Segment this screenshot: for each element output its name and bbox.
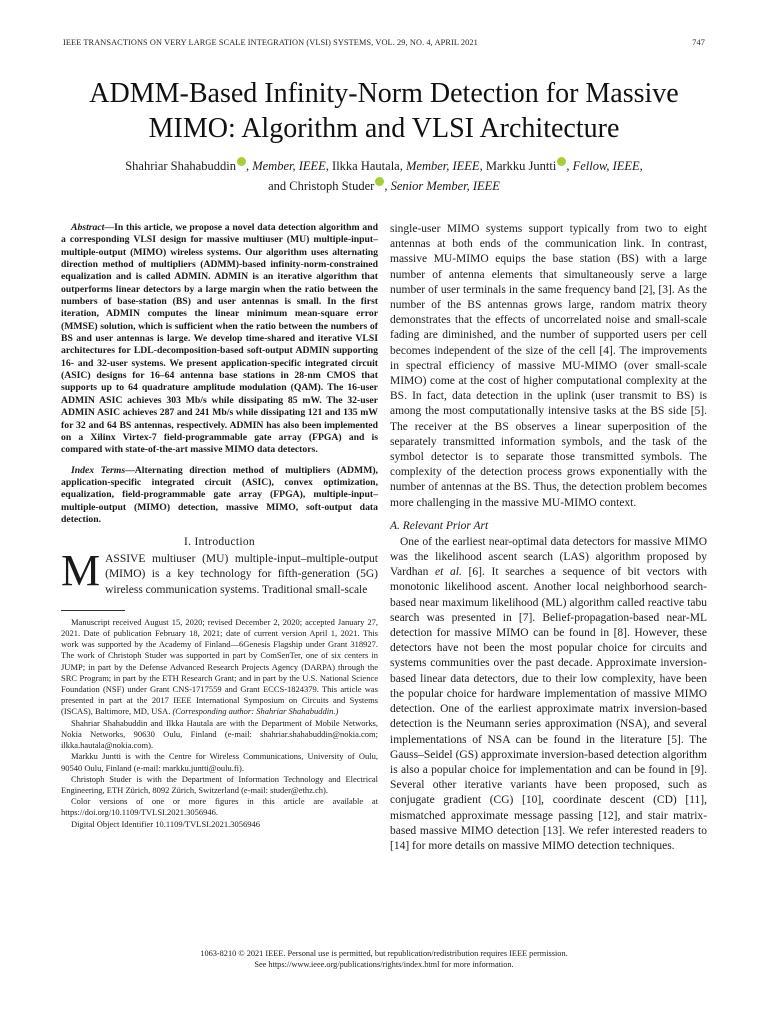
running-header: [63, 38, 705, 47]
author-role: Fellow, IEEE: [572, 159, 640, 173]
index-terms-label: Index Terms: [71, 464, 126, 476]
author-role: Member, IEEE: [405, 159, 480, 173]
abstract-text: —In this article, we propose a novel data detection algorithm and a corresponding VLSI design for massive multiuser (MU) multiple-input–multiple-output (MIMO) wireless systems. Our algorithm uses alternating direction method of multipliers (ADMM)-based infinity-norm-constrained equalization and is called ADMIN. ADMIN is an iterative algorithm that outperforms linear detectors by a large margin when the ratio between the numbers of base-station (BS) and user antennas is small. In the first iteration, ADMIN computes the linear minimum mean-square error (MMSE) solution, which is sufficient when the ratio between the numbers of BS and user antennas is large. We develop time-shared and iterative VLSI architectures for LDL-decomposition-based soft-output ADMIN supporting 16- and 32-user systems. We present application-specific integrated circuit (ASIC) designs for 16–64 antenna base stations in 28-nm CMOS that supports up to 64 quadrature amplitude modulation (QAM). The 16-user ADMIN ASIC achieves 303 Mb/s while dissipating 85 mW. The 32-user ADMIN ASIC achieves 287 and 241 Mb/s while dissipating 121 and 135 mW for 32 and 64 BS antennas, respectively. ADMIN has also been implemented on a Xilinx Virtex-7 field-programmable gate array (FPGA) and is compared with state-of-the-art massive MIMO data detectors.: [61, 222, 378, 456]
author-name: Ilkka Hautala: [332, 159, 400, 173]
abstract: [61, 222, 378, 457]
author-prefix: and: [268, 178, 290, 193]
author-list: Shahriar Shahabuddin , Member, IEEE, Ilkka Hautala, Member, IEEE, Markku Juntti , Fellow, IEEE, and Christoph Studer , Senior Member, IEEE: [125, 159, 643, 193]
footnote-affiliation: Christoph Studer is with the Department of Information Technology and Electrical Engineering, ETH Zürich, 8092 Zürich, Switzerland (e-mail: studer@ethz.ch).: [61, 773, 378, 795]
corresponding-author: (Corresponding author: Shahriar Shahabuddin.): [172, 706, 339, 717]
abstract-label: Abstract: [71, 222, 105, 233]
author-role: Senior Member, IEEE: [390, 178, 500, 193]
footnote-doi: Digital Object Identifier 10.1109/TVLSI.2021.3056946: [71, 818, 261, 829]
paper-title: [40, 76, 728, 146]
orcid-icon[interactable]: [557, 157, 566, 166]
section-heading-introduction: I. Introduction: [184, 536, 255, 549]
author-role: Member, IEEE: [252, 159, 326, 173]
title-line-2: MIMO: Algorithm and VLSI Architecture: [148, 113, 620, 144]
drop-cap: M: [61, 546, 101, 596]
author-name: Christoph Studer: [289, 178, 375, 193]
orcid-icon[interactable]: [375, 177, 384, 186]
author-name: Shahriar Shahabuddin: [125, 159, 236, 173]
footnote-manuscript: Manuscript received August 15, 2020; revised December 2, 2020; accepted January 27, 2021. Date of publication February 18, 2021; date of current version April 1, 2021. This work was supported by the Academy of Finland—6Genesis Flagship under Grant 318927. The work of Christoph Studer was supported in part by ComSenTer, one of six centers in JUMP; in part by the Defense Advanced Research Projects Agency (DARPA) through the SRC Program; in part by the ETH Research Grant; and in part by the U.S. National Science Foundation (NSF) under Grant CNS-1717559 and Grant ECCS-1824379. This article was presented in part at the 2017 IEEE International Symposium on Circuits and Systems (ISCAS), Baltimore, MD, USA. (Corresponding author: Shahriar Shahabuddin.): [61, 616, 378, 717]
index-terms-text: —Alternating direction method of multipliers (ADMM), application-specific integrated circuit (ASIC), convex optimization, equalization, field-programmable gate array (FPGA), multiple-input–multiple-output (MIMO) detection, massive MIMO, soft-output data detection.: [61, 464, 378, 525]
left-column: [61, 222, 378, 830]
page-number: 747: [692, 38, 705, 47]
intro-text: ASSIVE multiuser (MU) multiple-input–multiple-output (MIMO) is a key technology for fifth-generation (5G) wireless communication systems. Traditional small-scale: [105, 553, 378, 596]
body-paragraph: single-user MIMO systems support typically from two to eight antennas at both ends of the communication link. In contrast, massive MU-MIMO equips the base station (BS) with a large number of antenna elements that simultaneously serve a large number of user terminals in the same frequency band [2], [3]. As the number of the BS antennas grows large, random matrix theory demonstrates that the effects of uncorrelated noise and small-scale fading are diminished, and the number of supported users per cell becomes independent of the size of the cell [4]. The improvements in spectral efficiency of massive MU-MIMO (over small-scale MIMO) come at the cost of higher computational complexity at the BS. In fact, data detection in the uplink (user transmit to BS) is among the most computationally intensive tasks at the BS side [5]. The receiver at the BS observes a linear superposition of the separately transmitted information symbols, and the task of the symbol detector is to separate those transmitted symbols. The complexity of the detection process grows exponentially with the number of antennas at the BS. Thus, the detection problem becomes more challenging in the massive MU-MIMO context.: [390, 223, 707, 509]
footnotes: [61, 617, 378, 830]
subsection-heading: A. Relevant Prior Art: [390, 519, 489, 532]
rights-link[interactable]: See https://www.ieee.org/publications/rights/index.html for more information.: [254, 960, 514, 969]
author-name: Markku Juntti: [485, 159, 557, 173]
footnote-divider: [61, 610, 125, 611]
journal-name: IEEE TRANSACTIONS ON VERY LARGE SCALE INTEGRATION (VLSI) SYSTEMS, VOL. 29, NO. 4, APRIL 2021: [63, 38, 478, 47]
footnote-affiliation: Markku Juntti is with the Centre for Wireless Communications, University of Oulu, 90540 Oulu, Finland (e-mail: markku.juntti@oulu.fi).: [61, 751, 378, 773]
title-line-1: ADMM-Based Infinity-Norm Detection for Massive: [89, 78, 679, 109]
footnote-affiliation: Shahriar Shahabuddin and Ilkka Hautala are with the Department of Mobile Networks, Nokia Networks, 90630 Oulu, Finland (e-mail: shahriar.shahabuddin@nokia.com; ilkka.hautala@nokia.com).: [61, 717, 378, 751]
copyright-line: 1063-8210 © 2021 IEEE. Personal use is permitted, but republication/redistribution requires IEEE permission.: [200, 949, 568, 958]
intro-paragraph: [61, 546, 378, 598]
index-terms: [61, 465, 378, 527]
body-paragraph: One of the earliest near-optimal data detectors for massive MIMO was the likelihood ascent search (LAS) algorithm proposed by Vardhan et al. [6]. It searches a sequence of bit vectors with monotonic likelihood ascent. Another local neighborhood search-based near maximum likelihood (ML) algorithm called reactive tabu search was presented in [7]. Belief-propagation-based near-ML detection for massive MIMO can be found in [8]. However, these detectors have not been the most popular choice for circuits and systems communities over the past decade. Approximate inversion-based linear data detectors, due to their low complexity, have been the popular choice for hardware implementation of massive MIMO detection. One of the earliest approximate matrix inversion-based detection is the Neumann series approximation (NSA), and several implementations of NSA can be found in the literature [5]. The Gauss–Seidel (GS) approximate inversion-based detection algorithm is also a popular choice for implementation and can be found in [9]. Several other iterative variants have been proposed, such as conjugate gradient (CG) [10], coordinate descent (CD) [11], mismatched approximate message passing [12], and stair matrix-based massive MIMO detection [13]. We refer interested readers to [14] for more details on massive MIMO detection techniques.: [390, 535, 707, 852]
footnote-color-versions: Color versions of one or more figures in this article are available at https://doi.org/10.1109/TVLSI.2021.3056946.: [61, 796, 378, 818]
orcid-icon[interactable]: [237, 157, 246, 166]
right-column: [390, 222, 707, 854]
copyright-footer: [40, 948, 728, 970]
